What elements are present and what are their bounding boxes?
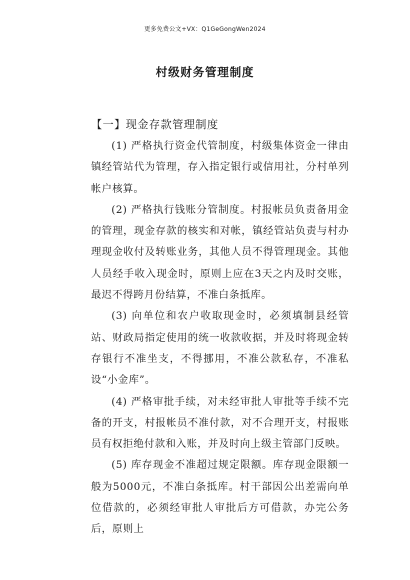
document-title: 村级财务管理制度 (155, 65, 255, 79)
paragraph-4: (4) 严格审批手续，对未经审批人审批等手续不完备的开支，村报帐员不准付款，对不合理开支，村报账员有权拒绝付款和入账，并及时向上级主管部门反映。 (91, 396, 349, 451)
paragraph-2: (2) 严格执行钱账分管制度。村报帐员负责备用金的管理，现金存款的核实和对帐，镇经管站负责与村办理现金收付及转账业务，其他人员不得管理现金。其他人员经手收入现金时，原则上应在3天之内及时交账，最迟不得跨月份结算，不准白条抵库。 (91, 204, 349, 302)
section-heading: 【一】现金存款管理制度 (91, 118, 219, 131)
paragraph-5: (5) 库存现金不准超过规定限额。库存现金限额一般为5000元，不准白条抵库。村干部因公出差需向单位借款的，必须经审批人审批后方可借款，办完公务后，原则上 (91, 460, 349, 536)
paragraph-1: (1) 严格执行资金代管制度，村级集体资金一律由镇经管站代为管理，存入指定银行或信用社，分村单列帐户核算。 (91, 141, 349, 195)
paragraph-3: (3) 向单位和农户收取现金时，必须填制县经管站、财政局指定使用的统一收款收据，并及时将现金转存银行不准坐支，不得挪用，不准公款私存，不准私设“小金库”。 (91, 311, 349, 387)
body-text (91, 136, 349, 541)
header-note: 更多免费公文+VX：Q1GeGongWen2024 (144, 26, 266, 33)
